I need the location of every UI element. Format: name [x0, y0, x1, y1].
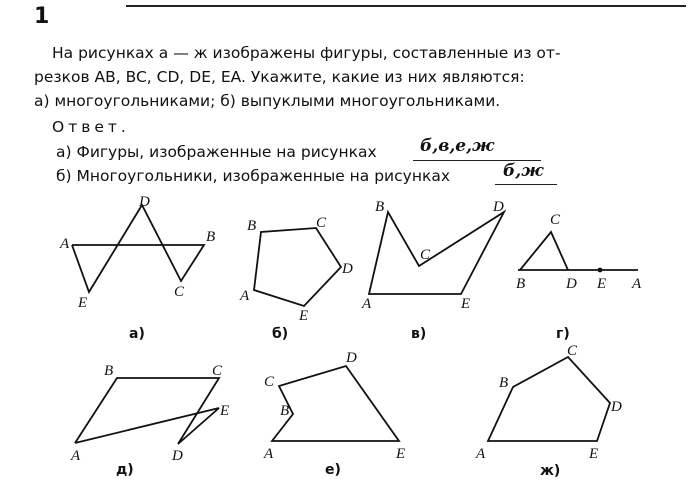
figure-c-label-b: B: [375, 199, 385, 215]
figure-b-shape: [254, 228, 341, 306]
figure-c: [361, 199, 504, 342]
figure-f-label-e: E: [396, 446, 406, 462]
figure-a-label-b: B: [206, 229, 216, 245]
figure-a-caption: а): [129, 326, 145, 342]
answer-b-text: б) Многоугольники, изображенные на рисунках: [56, 167, 450, 185]
task-number: 1: [34, 4, 50, 29]
figure-c-label-c: C: [420, 247, 431, 263]
figure-d-label-b: B: [516, 276, 526, 292]
figure-a-label-c: C: [174, 284, 185, 300]
figure-e-label-e: E: [220, 403, 230, 419]
figure-a: [59, 194, 215, 342]
figure-d-caption: г): [556, 326, 570, 342]
figure-e-label-c: C: [212, 363, 223, 379]
answer-heading: Ответ.: [52, 118, 130, 136]
task-text-line-2: резков AB, BC, CD, DE, EA. Укажите, какие из них являются:: [34, 68, 525, 86]
answer-a-value: б,в,е,ж: [420, 136, 495, 156]
figure-a-label-e: E: [78, 295, 88, 311]
figure-g-label-a: A: [476, 446, 486, 462]
figure-g-label-d: D: [611, 399, 622, 415]
figure-e-shape: [75, 378, 219, 444]
figure-d: [516, 212, 642, 342]
figure-e-label-b: B: [104, 363, 114, 379]
task-text-line-3: а) многоугольниками; б) выпуклыми многоугольниками.: [34, 92, 501, 110]
figure-e-label-d: D: [172, 448, 183, 464]
figure-g: [475, 343, 622, 479]
figure-e: [70, 363, 229, 478]
figure-b-label-b: B: [247, 218, 257, 234]
figure-f: [263, 350, 405, 478]
figure-c-caption: в): [411, 326, 427, 342]
figure-d-label-a: A: [632, 276, 642, 292]
figure-b-label-a: A: [240, 288, 250, 304]
figure-g-label-b: B: [499, 375, 509, 391]
figure-a-label-d: D: [139, 194, 150, 210]
answer-b-value: б,ж: [503, 161, 544, 181]
figure-f-label-a: A: [264, 446, 274, 462]
figure-d-label-e: E: [597, 276, 607, 292]
figure-e-label-a: A: [71, 448, 81, 464]
figure-c-label-a: A: [362, 296, 372, 312]
figure-b-label-d: D: [342, 261, 353, 277]
figure-b-label-e: E: [299, 308, 309, 324]
figure-c-shape: [369, 212, 504, 294]
figure-b: [239, 215, 353, 342]
figure-c-label-d: D: [493, 199, 504, 215]
figure-e-caption: д): [116, 462, 134, 478]
figure-d-triangle: [520, 232, 568, 270]
figure-g-caption: ж): [540, 463, 561, 479]
figure-d-point-e: [598, 268, 603, 273]
figure-b-caption: б): [272, 326, 289, 342]
figure-d-label-d: D: [566, 276, 577, 292]
task-text-line-1: На рисунках а — ж изображены фигуры, составленные из от-: [52, 44, 561, 62]
answer-a-text: а) Фигуры, изображенные на рисунках: [56, 143, 377, 161]
figure-a-shape: [72, 205, 204, 292]
figure-f-caption: е): [325, 462, 341, 478]
figure-f-shape: [272, 366, 399, 441]
figure-g-label-e: E: [589, 446, 599, 462]
figure-f-label-c: C: [264, 374, 275, 390]
figure-d-label-c: C: [550, 212, 561, 228]
figure-f-label-d: D: [346, 350, 357, 366]
figure-g-label-c: C: [567, 343, 578, 359]
figure-c-label-e: E: [461, 296, 471, 312]
figure-g-shape: [488, 357, 610, 441]
figure-f-label-b: B: [280, 403, 290, 419]
figure-a-label-a: A: [60, 236, 70, 252]
figure-b-label-c: C: [316, 215, 327, 231]
